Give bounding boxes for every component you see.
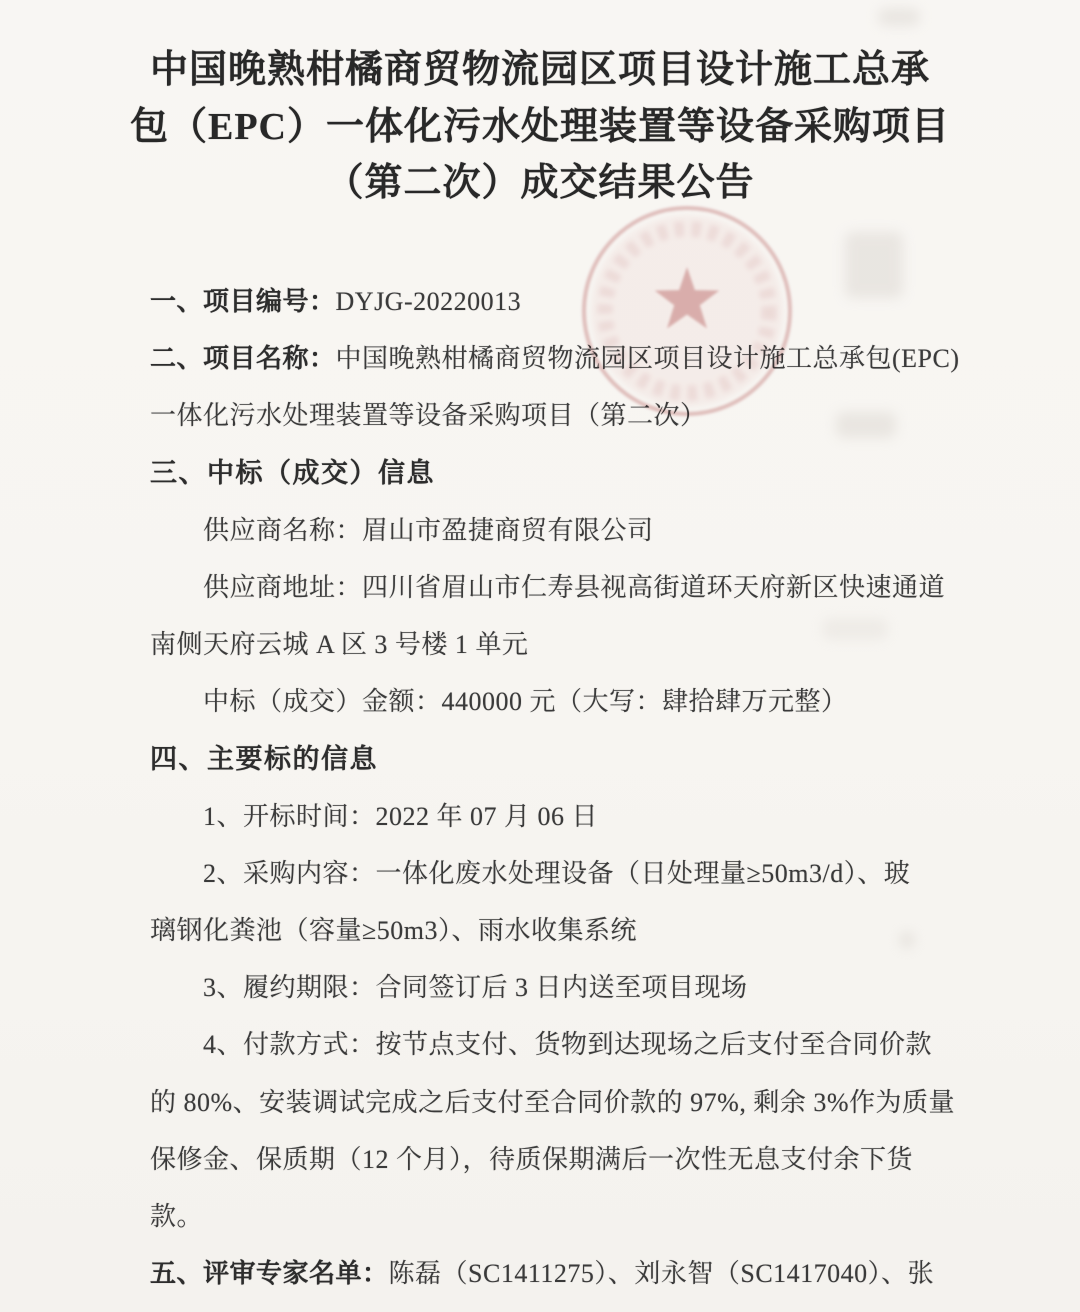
bid-opening-time: 1、开标时间：2022 年 07 月 06 日 [203, 801, 599, 831]
line-performance-period [150, 959, 1030, 1016]
line-payment-method-cont-2 [150, 1131, 1030, 1188]
line-payment-method-cont-3 [150, 1188, 1030, 1245]
project-name-continuation: 一体化污水处理装置等设备采购项目（第二次） [150, 401, 707, 431]
title-line-1: 中国晚熟柑橘商贸物流园区项目设计施工总承 [149, 49, 930, 91]
line-supplier-address [150, 559, 1030, 616]
procurement-content: 2、采购内容：一体化废水处理设备（日处理量≥50m3/d）、玻 [203, 858, 911, 888]
line-payment-method-cont-1 [150, 1074, 1030, 1131]
bleed-through-smudge [878, 8, 920, 26]
document-body [150, 273, 1030, 1302]
award-amount: 中标（成交）金额：440000 元（大写：肆拾肆万元整） [203, 687, 848, 717]
supplier-name: 供应商名称：眉山市盈捷商贸有限公司 [203, 515, 654, 545]
project-number-label: 一、项目编号： [150, 286, 336, 316]
line-payment-method [150, 1016, 1030, 1073]
performance-period: 3、履约期限：合同签订后 3 日内送至项目现场 [203, 973, 748, 1003]
line-bid-opening-time [150, 788, 1030, 845]
line-procurement-content [150, 845, 1030, 902]
payment-method-continuation-1: 的 80%、安装调试完成之后支付至合同价款的 97%, 剩余 3%作为质量 [150, 1087, 955, 1117]
line-supplier-name [150, 502, 1030, 559]
payment-method: 4、付款方式：按节点支付、货物到达现场之后支付至合同价款 [203, 1030, 933, 1060]
payment-method-continuation-2: 保修金、保质期（12 个月），待质保期满后一次性无息支付余下货 [150, 1144, 914, 1174]
title-line-3: （第二次）成交结果公告 [325, 162, 755, 204]
line-procurement-content-cont [150, 902, 1030, 959]
supplier-address: 供应商地址：四川省眉山市仁寿县视高街道环天府新区快速通道 [203, 572, 946, 602]
line-award-amount [150, 673, 1030, 730]
award-info-heading: 三、中标（成交）信息 [150, 457, 435, 488]
project-name-label: 二、项目名称： [150, 343, 336, 374]
section-heading-main-subject [150, 731, 1030, 788]
expert-list-label: 五、评审专家名单： [150, 1258, 389, 1289]
line-supplier-address-cont [150, 616, 1030, 673]
project-name-value: 中国晚熟柑橘商贸物流园区项目设计施工总承包(EPC) [335, 344, 960, 374]
line-expert-list [150, 1245, 1030, 1302]
supplier-address-continuation: 南侧天府云城 A 区 3 号楼 1 单元 [150, 630, 529, 660]
line-project-name-cont [150, 387, 1030, 444]
line-project-name [150, 330, 1030, 387]
document-title [0, 42, 1080, 212]
project-number-value: DYJG-20220013 [335, 287, 522, 316]
expert-list-names: 陈磊（SC1411275）、刘永智（SC1417040）、张 [388, 1259, 935, 1289]
line-project-number [150, 273, 1030, 330]
procurement-content-continuation: 璃钢化粪池（容量≥50m3）、雨水收集系统 [150, 916, 637, 946]
title-line-2: 包（EPC）一体化污水处理装置等设备采购项目 [129, 105, 950, 148]
section-heading-award-info [150, 445, 1030, 502]
main-subject-heading: 四、主要标的信息 [150, 743, 378, 774]
payment-method-continuation-3: 款。 [150, 1202, 204, 1231]
